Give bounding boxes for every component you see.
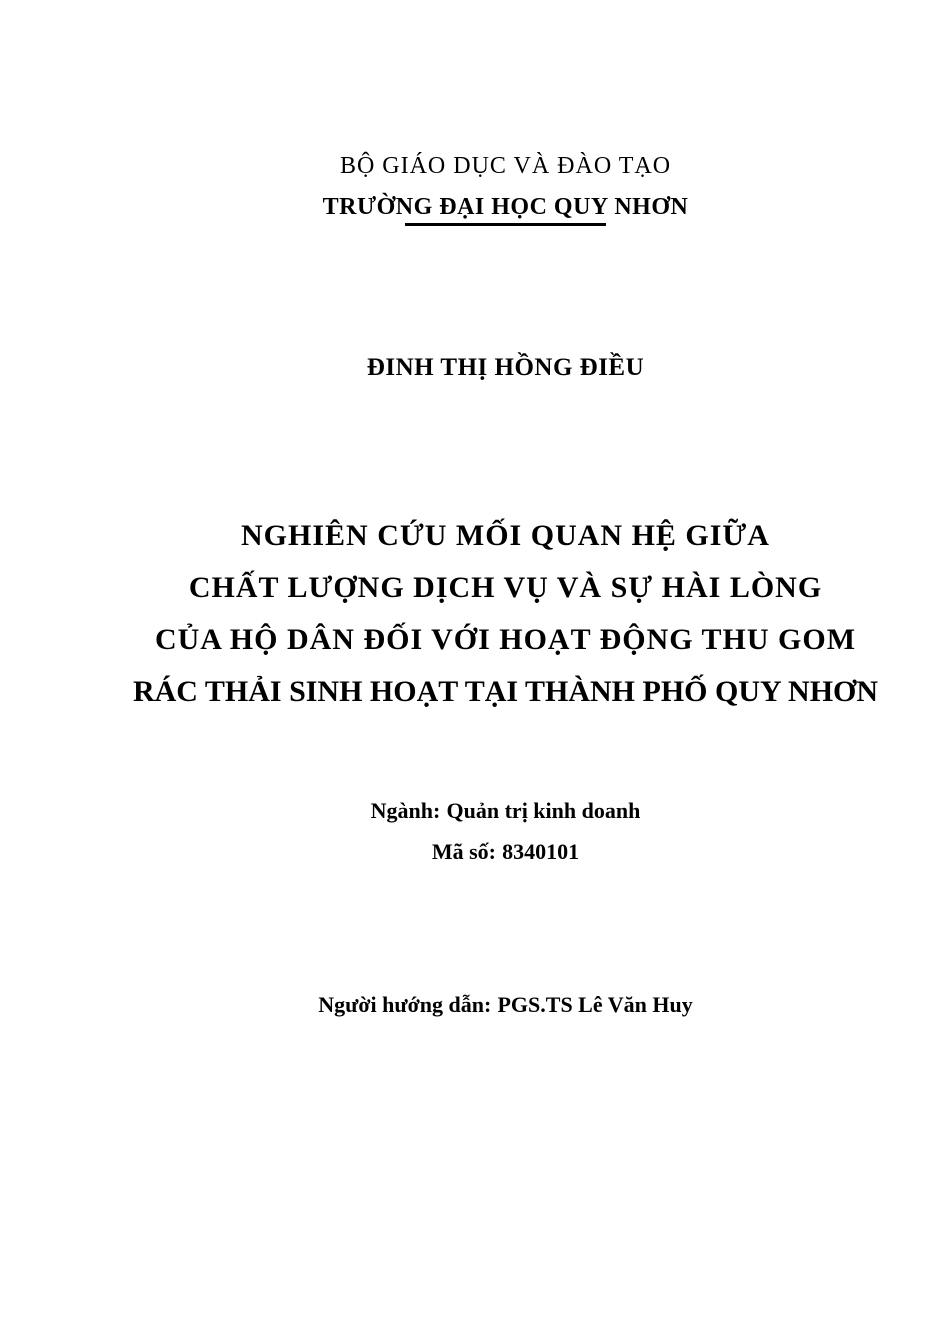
supervisor-line (68, 990, 943, 1020)
thesis-title-line-4: RÁC THẢI SINH HOẠT TẠI THÀNH PHỐ QUY NHƠN (132, 675, 879, 708)
thesis-title (68, 510, 943, 718)
code-value: 8340101 (502, 839, 580, 864)
thesis-title-line-1: NGHIÊN CỨU MỐI QUAN HỆ GIỮA (241, 519, 770, 552)
program-info-block (68, 790, 943, 872)
university-name-text: TRƯỜNG ĐẠI HỌC QUY NHƠN (322, 194, 689, 220)
supervisor-label: Người hướng dẫn: (318, 992, 492, 1017)
thesis-title-line-2: CHẤT LƯỢNG DỊCH VỤ VÀ SỰ HÀI LÒNG (188, 571, 823, 604)
code-label: Mã số: (431, 839, 496, 864)
ministry-line: BỘ GIÁO DỤC VÀ ĐÀO TẠO (339, 153, 672, 179)
code-line (68, 831, 943, 872)
author-name: ĐINH THỊ HỒNG ĐIỀU (366, 354, 645, 381)
university-underline (405, 223, 606, 226)
major-value: Quản trị kinh doanh (446, 798, 641, 823)
university-line (68, 190, 943, 224)
university-name (323, 190, 689, 224)
supervisor-name: PGS.TS Lê Văn Huy (497, 992, 693, 1017)
major-line (68, 790, 943, 831)
thesis-title-line-3: CỦA HỘ DÂN ĐỐI VỚI HOẠT ĐỘNG THU GOM (154, 623, 857, 656)
major-label: Ngành: (370, 798, 441, 823)
